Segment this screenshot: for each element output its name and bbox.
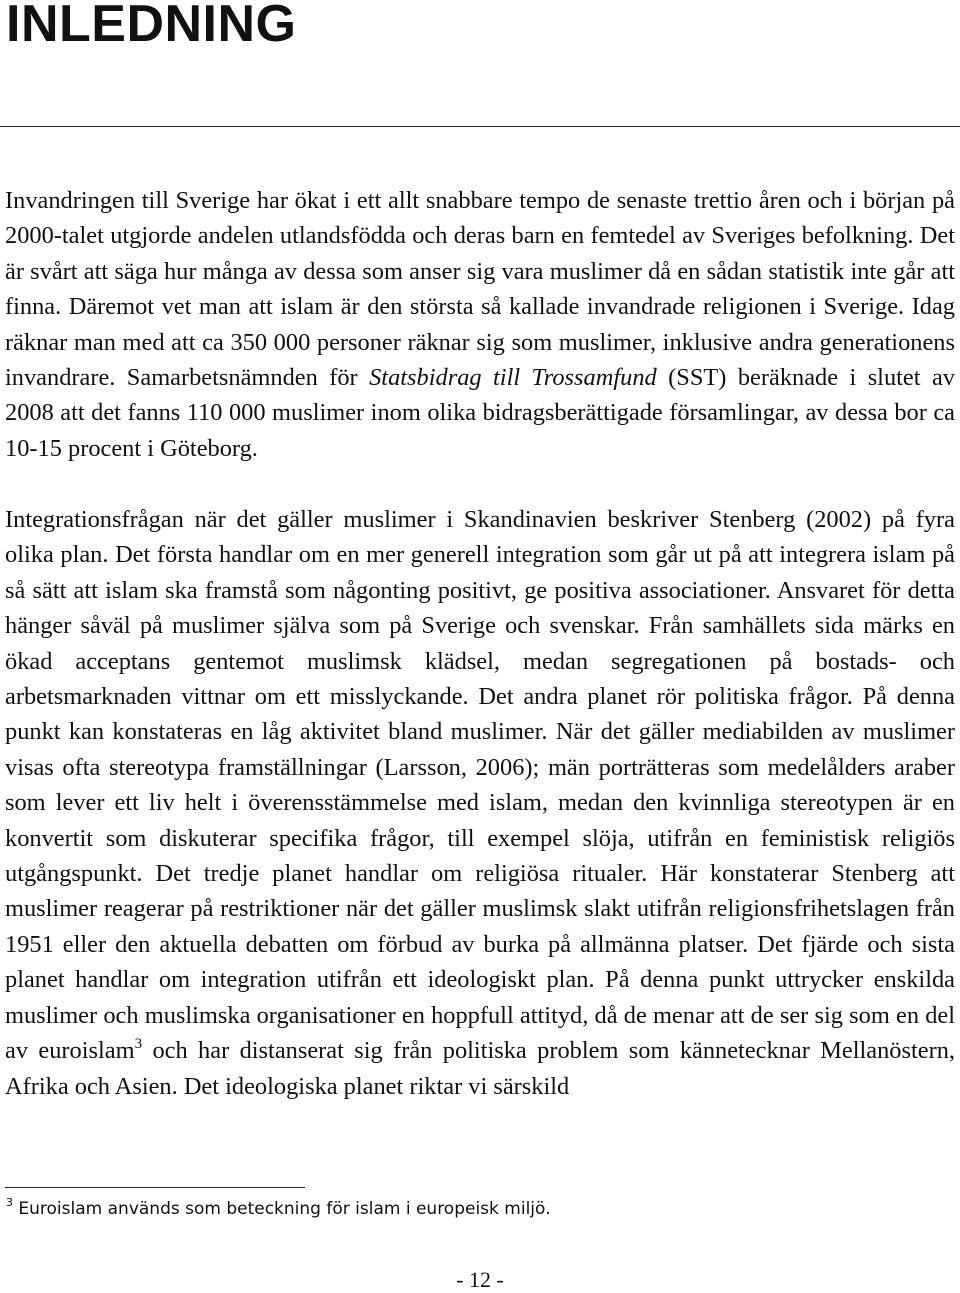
footnote-text: Euroislam används som beteckning för islam i europeisk miljö. <box>13 1199 551 1219</box>
page-number: - 12 - <box>456 1267 504 1292</box>
paragraph-intro-statistics <box>5 183 955 466</box>
footnote <box>6 1198 551 1220</box>
footnote-marker: 3 <box>6 1196 13 1209</box>
paragraph-integration-levels <box>5 502 955 1104</box>
chapter-heading: INLEDNING <box>6 0 297 53</box>
footnote-divider <box>5 1187 305 1188</box>
heading-divider <box>0 126 960 127</box>
paragraph-text: Invandringen till Sverige har ökat i ett allt snabbare tempo de senaste trettio åren och i början på 2000-talet utgjorde andelen utlandsfödda och deras barn en femtedel av Sveriges befolkning. Det är svårt att säga hur många av dessa som anser sig vara muslimer då en sådan statistik inte går att finna. Däremot vet man att islam är den största så kallade invandrade religionen i Sverige. Idag räknar man med att ca 350 000 personer räknar sig som muslimer, inklusive andra generationens invandrare. Samarbetsnämnden för <box>5 187 955 392</box>
paragraph-text: (SST) beräknade i slutet av 2008 att det fanns 110 000 muslimer inom olika bidragsberättigade församlingar, av dessa bor ca 10-15 procent i Göteborg. <box>5 364 955 462</box>
italic-organisation-name: Statsbidrag till Trossamfund <box>369 364 657 392</box>
paragraph-text: och har distanserat sig från politiska problem som kännetecknar Mellanöstern, Afrika och Asien. Det ideologiska planet riktar vi särskild <box>5 1037 955 1100</box>
footnote-reference[interactable]: 3 <box>134 1036 143 1053</box>
paragraph-text: Integrationsfrågan när det gäller muslimer i Skandinavien beskriver Stenberg (2002) på fyra olika plan. Det första handlar om en mer generell integration som går ut på att integrera islam på så sätt att islam ska framstå som någonting positivt, ge positiva associationer. Ansvaret för detta hänger såväl på muslimer själva som på Sverige och svenskar. Från samhällets sida märks en ökad acceptans gentemot muslimsk klädsel, medan segregationen på bostads- och arbetsmarknaden vittnar om ett misslyckande. Det andra planet rör politiska frågor. På denna punkt kan konstateras en låg aktivitet bland muslimer. När det gäller mediabilden av muslimer visas ofta stereotypa framställningar (Larsson, 2006); män porträtteras som medelålders araber som lever ett liv helt i överensstämmelse med islam, medan den kvinnliga stereotypen är en konvertit som diskuterar specifika frågor, till exempel slöja, utifrån en feministisk religiös utgångspunkt. Det tredje planet handlar om religiösa ritualer. Här konstaterar Stenberg att muslimer reagerar på restriktioner när det gäller muslimsk slakt utifrån religionsfrihetslagen från 1951 eller den aktuella debatten om förbud av burka på allmänna platser. Det fjärde och sista planet handlar om integration utifrån ett ideologiskt plan. På denna punkt uttrycker enskilda muslimer och muslimska organisationer en hoppfull attityd, då de menar att de ser sig som en del av euroislam <box>5 506 955 1065</box>
